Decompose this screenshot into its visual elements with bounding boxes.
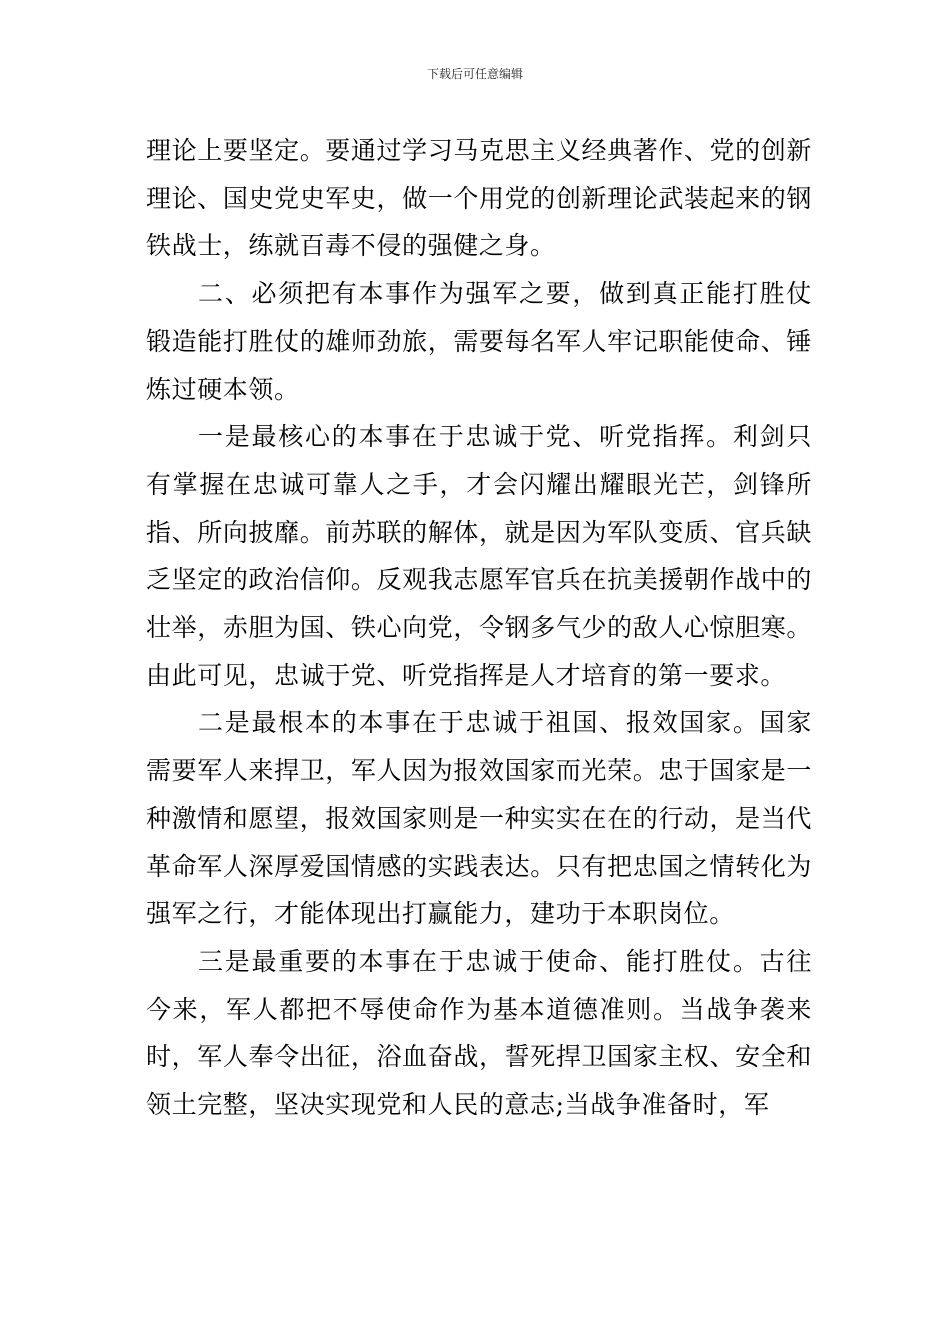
page-header: 下载后可任意编辑 bbox=[426, 67, 523, 81]
paragraph-point-two: 二是最根本的本事在于忠诚于祖国、报效国家。国家需要军人来捍卫，军人因为报效国家而光荣。忠于国家是一种激情和愿望，报效国家则是一种实实在在的行动，是当代革命军人深厚爱国情感的实践表达。只有把忠国之情转化为强军之行，才能体现出打赢能力，建功于本职岗位。 bbox=[146, 708, 812, 929]
paragraph-continuation: 理论上要坚定。要通过学习马克思主义经典著作、党的创新理论、国史党史军史，做一个用党的创新理论武装起来的钢铁战士，练就百毒不侵的强健之身。 bbox=[146, 136, 812, 261]
paragraph-point-one: 一是最核心的本事在于忠诚于党、听党指挥。利剑只有掌握在忠诚可靠人之手，才会闪耀出耀眼光芒，剑锋所指、所向披靡。前苏联的解体，就是因为军队变质、官兵缺乏坚定的政治信仰。反观我志愿军官兵在抗美援朝作战中的壮举，赤胆为国、铁心向党，令钢多气少的敌人心惊胆寒。由此可见，忠诚于党、听党指挥是人才培育的第一要求。 bbox=[146, 422, 812, 690]
document-body bbox=[146, 127, 812, 1129]
paragraph-section-two: 二、必须把有本事作为强军之要，做到真正能打胜仗锻造能打胜仗的雄师劲旅，需要每名军人牢记职能使命、锤炼过硬本领。 bbox=[146, 279, 812, 404]
paragraph-point-three: 三是最重要的本事在于忠诚于使命、能打胜仗。古往今来，军人都把不辱使命作为基本道德准则。当战争袭来时，军人奉令出征，浴血奋战，誓死捍卫国家主权、安全和领土完整，坚决实现党和人民的意志;当战争准备时，军 bbox=[146, 946, 812, 1120]
